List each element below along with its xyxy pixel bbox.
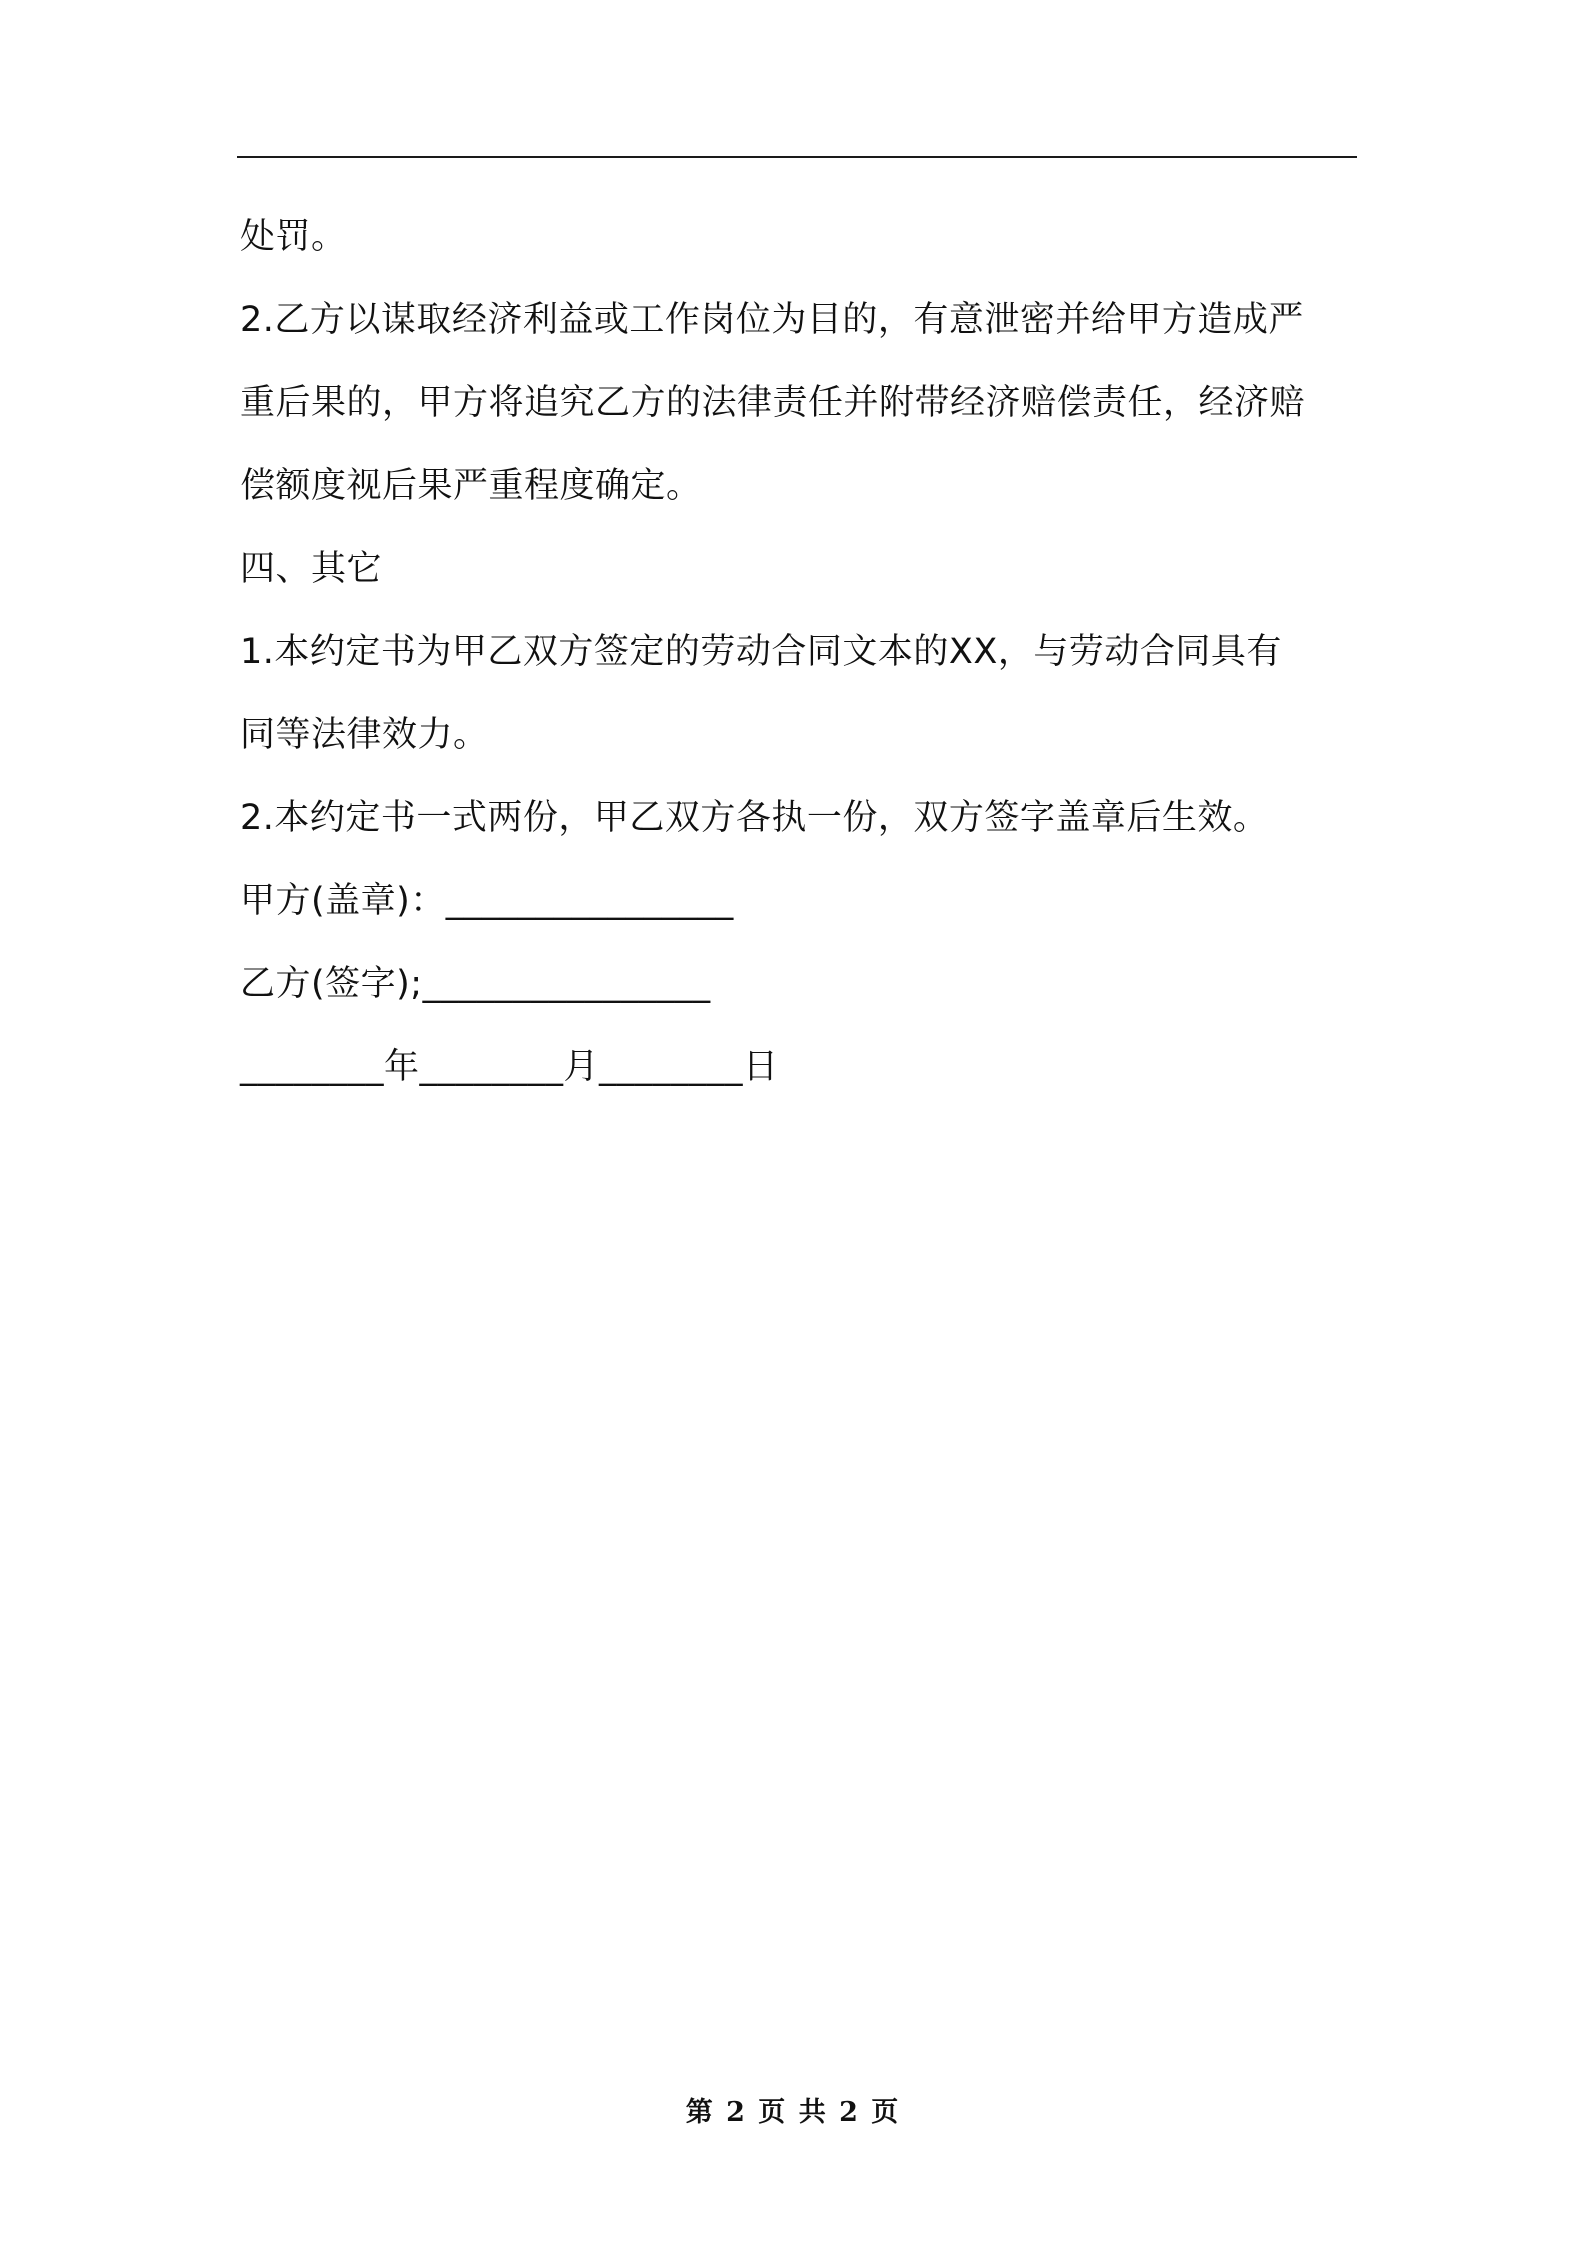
paragraph-line: 2.乙方以谋取经济利益或工作岗位为目的，有意泄密并给甲方造成严 <box>240 300 1304 340</box>
section-heading: 四、其它 <box>240 549 383 589</box>
paragraph-line: 2.本约定书一式两份，甲乙双方各执一份，双方签字盖章后生效。 <box>240 798 1269 838</box>
paragraph-line: 1.本约定书为甲乙双方签定的劳动合同文本的XX，与劳动合同具有 <box>240 632 1282 672</box>
paragraph-line: 同等法律效力。 <box>240 715 489 755</box>
paragraph-line: 偿额度视后果严重程度确定。 <box>240 466 702 506</box>
page-number: 第 2 页 共 2 页 <box>685 2097 901 2128</box>
paragraph-line: 处罚。 <box>240 217 347 257</box>
party-b-signature-line: 乙方(签字);________________ <box>240 964 711 1004</box>
date-line: ________年________月________日 <box>240 1047 779 1087</box>
paragraph-line: 重后果的，甲方将追究乙方的法律责任并附带经济赔偿责任，经济赔 <box>240 383 1306 423</box>
party-a-signature-line: 甲方(盖章)：________________ <box>240 881 734 921</box>
document-body <box>240 196 1360 1109</box>
header-rule <box>237 156 1357 158</box>
